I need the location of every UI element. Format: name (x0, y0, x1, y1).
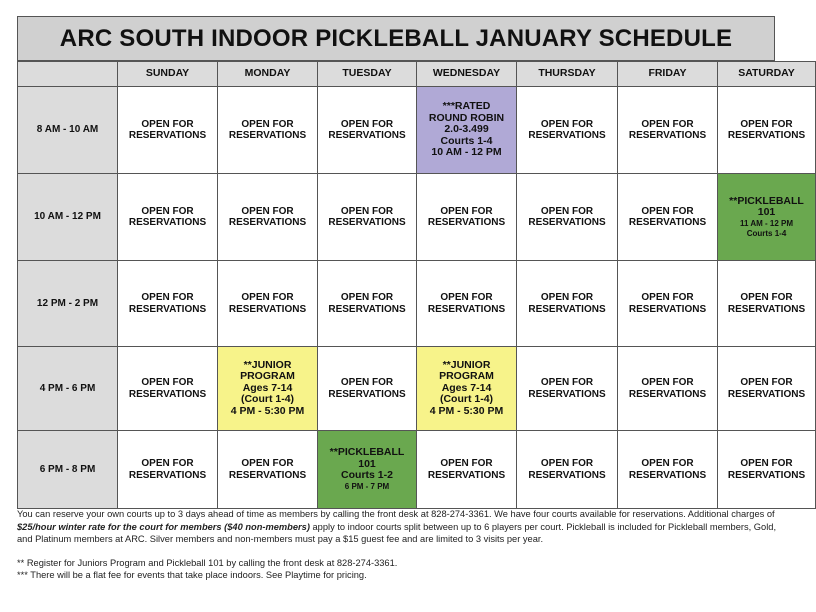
cell-line: OPEN FOR (740, 292, 793, 303)
open-slot-cell (318, 87, 417, 174)
cell-line: OPEN FOR (340, 292, 394, 303)
cell-line: OPEN FOR (141, 205, 194, 217)
header-corner-cell (18, 62, 118, 87)
time-slot-row (18, 347, 816, 431)
cell-line: OPEN FOR (241, 458, 294, 469)
cell-line: RESERVATIONS (427, 217, 506, 228)
cell-line: RESERVATIONS (528, 217, 606, 228)
rate-emphasis: $25/hour winter rate for the court for members ($40 non-members) (17, 521, 310, 532)
cell-line: 101 (757, 206, 776, 218)
cell-line: ROUND ROBIN (428, 111, 505, 124)
cell-line: RESERVATIONS (727, 130, 806, 141)
cell-line: OPEN FOR (141, 118, 194, 130)
open-slot-cell (118, 431, 218, 509)
day-header-sunday: SUNDAY (118, 62, 218, 87)
cell-line: OPEN FOR (641, 118, 694, 130)
cell-line: (Court 1-4) (439, 393, 494, 406)
cell-line: OPEN FOR (141, 292, 194, 303)
cell-line: OPEN FOR (340, 205, 394, 217)
cell-line: RESERVATIONS (628, 217, 707, 228)
header-row (18, 62, 816, 87)
open-slot-cell (417, 431, 517, 509)
open-slot-cell (417, 261, 517, 347)
cell-line: OPEN FOR (740, 377, 793, 388)
cell-line: PROGRAM (439, 370, 494, 383)
cell-line: RESERVATIONS (128, 469, 207, 481)
open-slot-cell (517, 431, 618, 509)
open-slot-cell (118, 174, 218, 261)
cell-line: OPEN FOR (740, 118, 793, 130)
open-slot-cell (618, 87, 718, 174)
cell-line: Courts 1-2 (341, 469, 393, 482)
cell-line: **PICKLEBALL (329, 446, 405, 459)
time-slot-row (18, 431, 816, 509)
cell-line: RESERVATIONS (427, 469, 506, 481)
cell-line: OPEN FOR (641, 377, 694, 388)
cell-line: OPEN FOR (540, 292, 594, 303)
day-header-thursday: THURSDAY (517, 62, 618, 87)
reservation-note: You can reserve your own courts up to 3 days ahead of time as members by calling the front desk at 828-274-3361. We have four courts available for reservations. Additional charges of $25/hour winter rate for the court for members ($40 non-members) apply to indoor courts split between up to 6 players per court. Pickleball is included for Pickleball members, Gold, and Platinum members at ARC. Silver members and non-members must pay a $15 guest fee and are limited to 3 visits per year. (17, 509, 777, 544)
cell-line: OPEN FOR (641, 205, 694, 217)
cell-line: OPEN FOR (241, 118, 294, 130)
cell-line: RESERVATIONS (128, 130, 207, 141)
cell-small-line: 11 AM - 12 PM (739, 218, 794, 228)
day-header-tuesday: TUESDAY (318, 62, 417, 87)
cell-line: OPEN FOR (540, 118, 594, 130)
open-slot-cell (618, 347, 718, 431)
open-slot-cell (618, 174, 718, 261)
open-slot-cell (218, 87, 318, 174)
cell-line: Ages 7-14 (441, 381, 492, 394)
open-slot-cell (718, 261, 816, 347)
cell-line: RESERVATIONS (228, 303, 307, 315)
cell-line: RESERVATIONS (727, 303, 806, 315)
cell-line: OPEN FOR (540, 205, 594, 217)
day-header-friday: FRIDAY (618, 62, 718, 87)
cell-line: RESERVATIONS (727, 469, 806, 481)
time-slot-label: 12 PM - 2 PM (18, 261, 118, 347)
event-cell-yellow (218, 347, 318, 431)
time-slot-label: 4 PM - 6 PM (18, 347, 118, 431)
open-slot-cell (318, 174, 417, 261)
open-slot-cell (517, 261, 618, 347)
cell-line: 101 (358, 457, 376, 470)
open-slot-cell (218, 261, 318, 347)
cell-line: RESERVATIONS (528, 388, 606, 400)
time-slot-row (18, 174, 816, 261)
cell-line: OPEN FOR (440, 205, 493, 217)
cell-line: RESERVATIONS (628, 303, 707, 315)
cell-line: RESERVATIONS (328, 130, 406, 141)
cell-line: RESERVATIONS (228, 469, 307, 481)
cell-line: Ages 7-14 (242, 381, 293, 394)
cell-line: RESERVATIONS (328, 303, 406, 315)
day-header-monday: MONDAY (218, 62, 318, 87)
day-header-saturday: SATURDAY (718, 62, 816, 87)
cell-line: RESERVATIONS (528, 469, 606, 481)
cell-line: OPEN FOR (540, 458, 594, 469)
register-note: ** Register for Juniors Program and Pickleball 101 by calling the front desk at 828-274-3361. (17, 557, 398, 568)
cell-line: (Court 1-4) (240, 393, 295, 406)
notes-section (17, 508, 777, 582)
cell-line: RESERVATIONS (128, 388, 207, 400)
cell-line: 4 PM - 5:30 PM (429, 404, 504, 417)
cell-small-line: Courts 1-4 (746, 228, 787, 238)
open-slot-cell (417, 174, 517, 261)
schedule-table (17, 61, 816, 509)
open-slot-cell (318, 261, 417, 347)
cell-line: OPEN FOR (440, 458, 493, 469)
event-cell-green (718, 174, 816, 261)
cell-line: OPEN FOR (340, 377, 394, 388)
open-slot-cell (517, 87, 618, 174)
page-title: ARC SOUTH INDOOR PICKLEBALL JANUARY SCHEDULE (59, 24, 733, 52)
open-slot-cell (618, 431, 718, 509)
open-slot-cell (618, 261, 718, 347)
cell-line: ***RATED (442, 100, 491, 113)
cell-line: Courts 1-4 (440, 134, 493, 147)
cell-line: RESERVATIONS (128, 217, 207, 228)
cell-line: **PICKLEBALL (729, 194, 804, 207)
cell-line: RESERVATIONS (427, 303, 506, 315)
cell-line: OPEN FOR (141, 458, 194, 469)
cell-line: 4 PM - 5:30 PM (230, 404, 305, 417)
open-slot-cell (118, 87, 218, 174)
open-slot-cell (718, 87, 816, 174)
cell-line: RESERVATIONS (528, 303, 606, 315)
cell-line: 10 AM - 12 PM (431, 146, 502, 159)
cell-line: RESERVATIONS (328, 217, 406, 228)
cell-line: RESERVATIONS (228, 217, 307, 228)
event-cell-purple (417, 87, 517, 174)
cell-line: RESERVATIONS (528, 130, 606, 141)
cell-line: RESERVATIONS (128, 303, 207, 315)
open-slot-cell (718, 347, 816, 431)
open-slot-cell (218, 174, 318, 261)
flat-fee-note: *** There will be a flat fee for events that take place indoors. See Playtime for pricing. (17, 570, 367, 580)
open-slot-cell (517, 174, 618, 261)
time-slot-label: 6 PM - 8 PM (18, 431, 118, 509)
open-slot-cell (718, 431, 816, 509)
cell-line: OPEN FOR (440, 292, 493, 303)
cell-line: RESERVATIONS (727, 388, 806, 400)
cell-line: RESERVATIONS (628, 388, 707, 400)
cell-line: OPEN FOR (641, 292, 694, 303)
cell-line: RESERVATIONS (628, 130, 707, 141)
cell-line: OPEN FOR (641, 458, 694, 469)
open-slot-cell (118, 347, 218, 431)
cell-line: OPEN FOR (740, 458, 793, 469)
cell-line: PROGRAM (240, 370, 295, 383)
cell-line: 2.0-3.499 (444, 123, 489, 136)
time-slot-row (18, 261, 816, 347)
open-slot-cell (517, 347, 618, 431)
time-slot-label: 8 AM - 10 AM (18, 87, 118, 174)
cell-small-line: 6 PM - 7 PM (344, 481, 390, 491)
cell-line: OPEN FOR (540, 377, 594, 388)
cell-line: **JUNIOR (442, 358, 491, 371)
cell-line: RESERVATIONS (628, 469, 707, 481)
cell-line: OPEN FOR (340, 118, 394, 130)
cell-line: OPEN FOR (241, 205, 294, 217)
cell-line: OPEN FOR (241, 292, 294, 303)
day-header-wednesday: WEDNESDAY (417, 62, 517, 87)
event-cell-green (318, 431, 417, 509)
cell-line: **JUNIOR (243, 358, 292, 371)
title-bar (17, 16, 775, 61)
open-slot-cell (318, 347, 417, 431)
cell-line: RESERVATIONS (228, 130, 307, 141)
open-slot-cell (218, 431, 318, 509)
event-cell-yellow (417, 347, 517, 431)
time-slot-label: 10 AM - 12 PM (18, 174, 118, 261)
open-slot-cell (118, 261, 218, 347)
time-slot-row (18, 87, 816, 174)
cell-line: OPEN FOR (141, 377, 194, 388)
cell-line: RESERVATIONS (328, 388, 406, 400)
